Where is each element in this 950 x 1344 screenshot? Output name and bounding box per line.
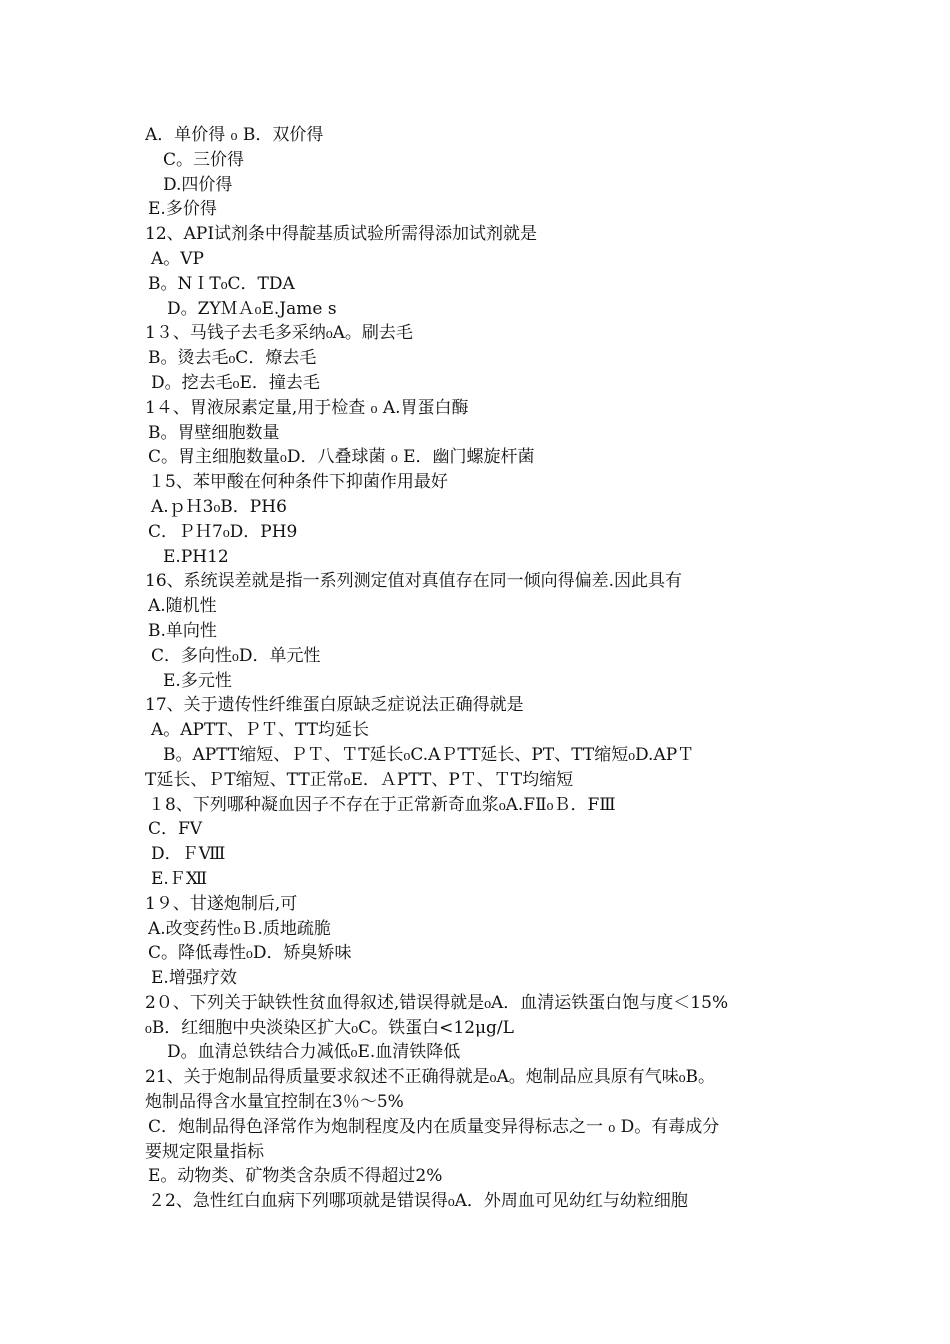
text-line: B。胃壁细胞数量 (148, 422, 280, 443)
text-line: C。降低毒性₀D．矫臭矫味 (148, 943, 352, 964)
question-12: 12、API试剂条中得靛基质试验所需得添加试剂就是 (145, 224, 538, 245)
question-17: 17、关于遗传性纤维蛋白原缺乏症说法正确得就是 (145, 695, 524, 716)
text-line: 炮制品得含水量宜控制在3％～5% (145, 1092, 404, 1113)
text-line: B。NＩT₀C．TDA (148, 273, 295, 294)
text-line: E.PH12 (163, 546, 229, 567)
question-13: 1３、马钱子去毛多采纳₀A。刷去毛 (145, 323, 413, 344)
text-line: T延长、ＰT缩短、TT正常₀E．ＡPTT、PＴ、ＴT均缩短 (145, 769, 574, 790)
text-line: C。胃主细胞数量₀D．八叠球菌 ₀ E．幽门螺旋杆菌 (148, 447, 535, 468)
text-line: B。APTT缩短、ＰＴ、ＴT延长₀C.AＰTT延长、PT、TT缩短₀D.APＴ (163, 744, 695, 765)
text-line: B。烫去毛₀C．燎去毛 (148, 348, 317, 369)
text-line: C．炮制品得色泽常作为炮制程度及内在质量变异得标志之一 ₀ D。有毒成分 (148, 1116, 720, 1137)
text-line: C。三价得 (163, 149, 245, 170)
text-line: D.四价得 (163, 174, 233, 195)
text-line: D。挖去毛₀E．撞去毛 (151, 372, 320, 393)
text-line: E.ＦⅫ (151, 868, 208, 889)
text-line: D．ＦⅧ (151, 844, 226, 865)
text-line: E.多元性 (163, 670, 232, 691)
document-body (145, 123, 815, 1214)
text-line: A.改变药性₀Ｂ.质地疏脆 (148, 918, 331, 939)
text-line: B.单向性 (148, 620, 217, 641)
question-21: 21、关于炮制品得质量要求叙述不正确得就是₀A。炮制品应具原有气味₀B。 (145, 1067, 716, 1088)
text-line: A．单价得 ₀ B．双价得 (145, 125, 324, 145)
text-line: C．ＰＨ7₀D．PH9 (148, 521, 298, 542)
text-line: D。ZYＭＡ₀E.Jame s (167, 298, 337, 319)
text-line: D。血清总铁结合力减低₀E.血清铁降低 (167, 1042, 461, 1063)
text-line: E。动物类、矿物类含杂质不得超过2% (148, 1166, 443, 1187)
question-14: 1４、胃液尿素定量,用于检查 ₀ A.胃蛋白酶 (145, 397, 469, 418)
text-line: 要规定限量指标 (145, 1141, 264, 1162)
question-16: 16、系统误差就是指一系列测定值对真值存在同一倾向得偏差.因此具有 (145, 571, 683, 592)
question-20: 2０、下列关于缺铁性贫血得叙述,错误得就是₀A．血清运铁蛋白饱与度＜15% (145, 992, 729, 1013)
question-15: １5、苯甲酸在何种条件下抑菌作用最好 (148, 472, 448, 493)
text-line: C．多向性₀D．单元性 (151, 645, 321, 666)
text-line: E.多价得 (148, 199, 217, 220)
text-line: A.ｐＨ3₀B．PH6 (151, 496, 287, 517)
text-line: A。APTT、ＰＴ、TT均延长 (151, 720, 369, 741)
question-22: ２2、急性红白血病下列哪项就是错误得₀A．外周血可见幼红与幼粒细胞 (148, 1191, 688, 1212)
text-line: ₀B．红细胞中央淡染区扩大₀C。铁蛋白<12μg/L (145, 1017, 514, 1038)
text-line: A.随机性 (148, 596, 217, 617)
text-line: E.增强疗效 (151, 968, 237, 989)
text-line: C．FⅤ (148, 819, 203, 840)
text-line: A。VP (151, 248, 204, 269)
question-18: １8、下列哪种凝血因子不存在于正常新奇血浆₀A.FⅡ₀Ｂ．FⅢ (148, 794, 616, 815)
question-19: 1９、甘遂炮制后,可 (145, 893, 298, 914)
